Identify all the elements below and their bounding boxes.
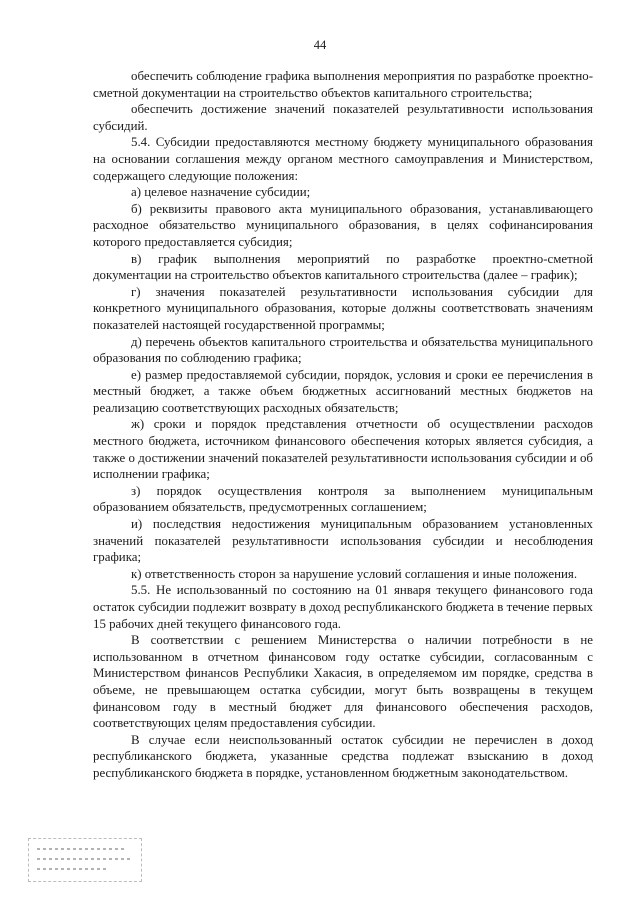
list-item: б) реквизиты правового акта муниципального образования, устанавливающего расходное обязательство муниципального образования, в целях софинансирования которого предоставляется субсидия; xyxy=(93,201,593,249)
document-body xyxy=(93,68,593,782)
paragraph: обеспечить достижение значений показателей результативности использования субсидий. xyxy=(93,102,593,133)
list-item: и) последствия недостижения муниципальным образованием установленных значений показателей результативности использования субсидии и несоблюдения графика; xyxy=(93,517,593,565)
list-item: к) ответственность сторон за нарушение условий соглашения и иные положения. xyxy=(131,566,578,581)
list-item: а) целевое назначение субсидии; xyxy=(131,185,311,200)
list-item: г) значения показателей результативности использования субсидии для конкретного муниципального образования, которые должны соответствовать значениям показателей настоящей государственной программы; xyxy=(93,284,593,332)
list-item: з) порядок осуществления контроля за выполнением муниципальным образованием обязательств, предусмотренных соглашением; xyxy=(93,483,593,515)
list-item: е) размер предоставляемой субсидии, порядок, условия и сроки ее перечисления в местный бюджет, а также объем бюджетных ассигнований местных бюджетов на реализацию соответствующих расходных обязательств; xyxy=(93,367,593,415)
paragraph: 5.4. Субсидии предоставляются местному бюджету муниципального образования на основании соглашения между органом местного самоуправления и Министерством, содержащего следующие положения: xyxy=(93,135,593,183)
stamp-line xyxy=(37,868,107,870)
list-item: д) перечень объектов капитального строительства и обязательства муниципального образования по соблюдению графика; xyxy=(93,334,593,366)
faint-stamp xyxy=(28,838,142,882)
paragraph: обеспечить соблюдение графика выполнения мероприятия по разработке проектно-сметной документации на строительство объектов капитального строительства; xyxy=(93,69,593,100)
stamp-line xyxy=(37,858,133,860)
list-item: в) график выполнения мероприятий по разработке проектно-сметной документации на строительство объектов капитального строительства (далее – график); xyxy=(93,251,593,283)
page-number: 44 xyxy=(313,38,327,52)
paragraph: В случае если неиспользованный остаток субсидии не перечислен в доход республиканского бюджета, указанные средства подлежат взысканию в доход республиканского бюджета в порядке, установленном бюджетным законодательством. xyxy=(93,732,593,780)
paragraph: В соответствии с решением Министерства о наличии потребности в не использованном в отчетном финансовом году остатке субсидии, согласованным с Министерством финансов Республики Хакасия, в определяемом им порядке, средства в объеме, не превышающем остатка субсидии, могут быть возвращены в текущем финансовом году в местный бюджет для финансового обеспечения расходов, соответствующих целям предоставления субсидии. xyxy=(93,633,593,731)
stamp-line xyxy=(37,848,125,850)
list-item: ж) сроки и порядок представления отчетности об осуществлении расходов местного бюджета, источником финансового обеспечения которых является субсидия, а также о достижении значений показателей результативности использования субсидии и об исполнении графика; xyxy=(93,417,593,482)
paragraph: 5.5. Не использованный по состоянию на 01 января текущего финансового года остаток субсидии подлежит возврату в доход республиканского бюджета в течение первых 15 рабочих дней текущего финансового года. xyxy=(93,583,593,631)
